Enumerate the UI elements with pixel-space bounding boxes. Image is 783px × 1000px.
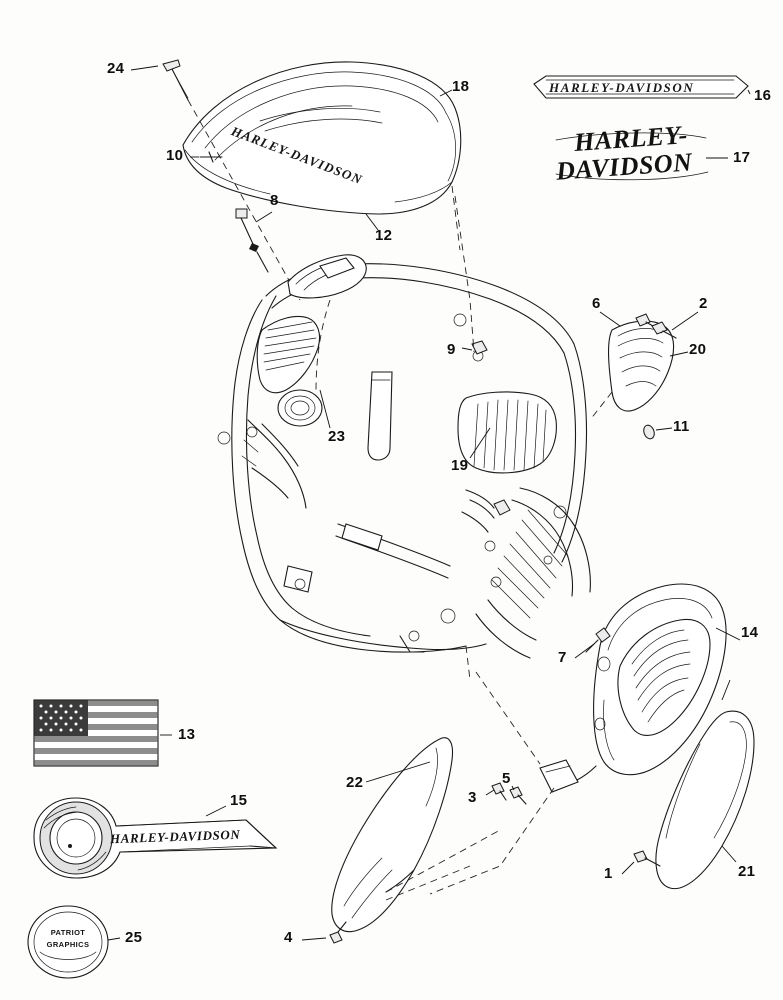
patriot-decal-line2: GRAPHICS xyxy=(46,940,90,949)
callout-1: 1 xyxy=(604,865,613,882)
callout-20: 20 xyxy=(689,341,707,358)
callout-16: 16 xyxy=(754,87,772,104)
callout-22: 22 xyxy=(346,774,364,791)
callout-8: 8 xyxy=(270,192,279,209)
washer-11 xyxy=(642,424,656,441)
emblem-decal-text: HARLEY-DAVIDSON xyxy=(109,826,241,847)
callout-4: 4 xyxy=(284,929,293,946)
left-fairing-22 xyxy=(332,738,453,932)
callout-21: 21 xyxy=(738,863,756,880)
callout-3: 3 xyxy=(468,789,477,806)
callout-7: 7 xyxy=(558,649,567,666)
callout-11: 11 xyxy=(673,418,690,435)
svg-text:HARLEY-DAVIDSON: HARLEY-DAVIDSON xyxy=(229,123,365,188)
motorcycle-frame xyxy=(218,255,590,680)
bar-shield-badge-text: HARLEY-DAVIDSON xyxy=(549,80,695,95)
callout-24: 24 xyxy=(107,60,125,77)
us-flag-decal xyxy=(34,700,158,766)
callout-5: 5 xyxy=(502,770,511,787)
callout-14: 14 xyxy=(741,624,759,641)
windshield-part xyxy=(183,62,461,214)
callout-10: 10 xyxy=(166,147,184,164)
script-badge-line2: DAVIDSON xyxy=(555,147,694,186)
callout-9: 9 xyxy=(447,341,456,358)
screw-5 xyxy=(510,787,526,804)
callout-25: 25 xyxy=(125,929,143,946)
callout-23: 23 xyxy=(328,428,346,445)
callout-15: 15 xyxy=(230,792,248,809)
callout-12: 12 xyxy=(375,227,393,244)
patriot-decal-line1: PATRIOT xyxy=(50,928,86,937)
callout-18: 18 xyxy=(452,78,470,95)
callout-2: 2 xyxy=(699,295,708,312)
screw-24 xyxy=(163,60,188,100)
fastener-8 xyxy=(236,209,268,272)
callout-17: 17 xyxy=(733,149,751,166)
right-trim-20 xyxy=(609,321,674,411)
callout-13: 13 xyxy=(178,726,196,743)
callout-19: 19 xyxy=(451,457,469,474)
script-badge-line1: HARLEY- xyxy=(573,120,689,157)
callout-6: 6 xyxy=(592,295,601,312)
